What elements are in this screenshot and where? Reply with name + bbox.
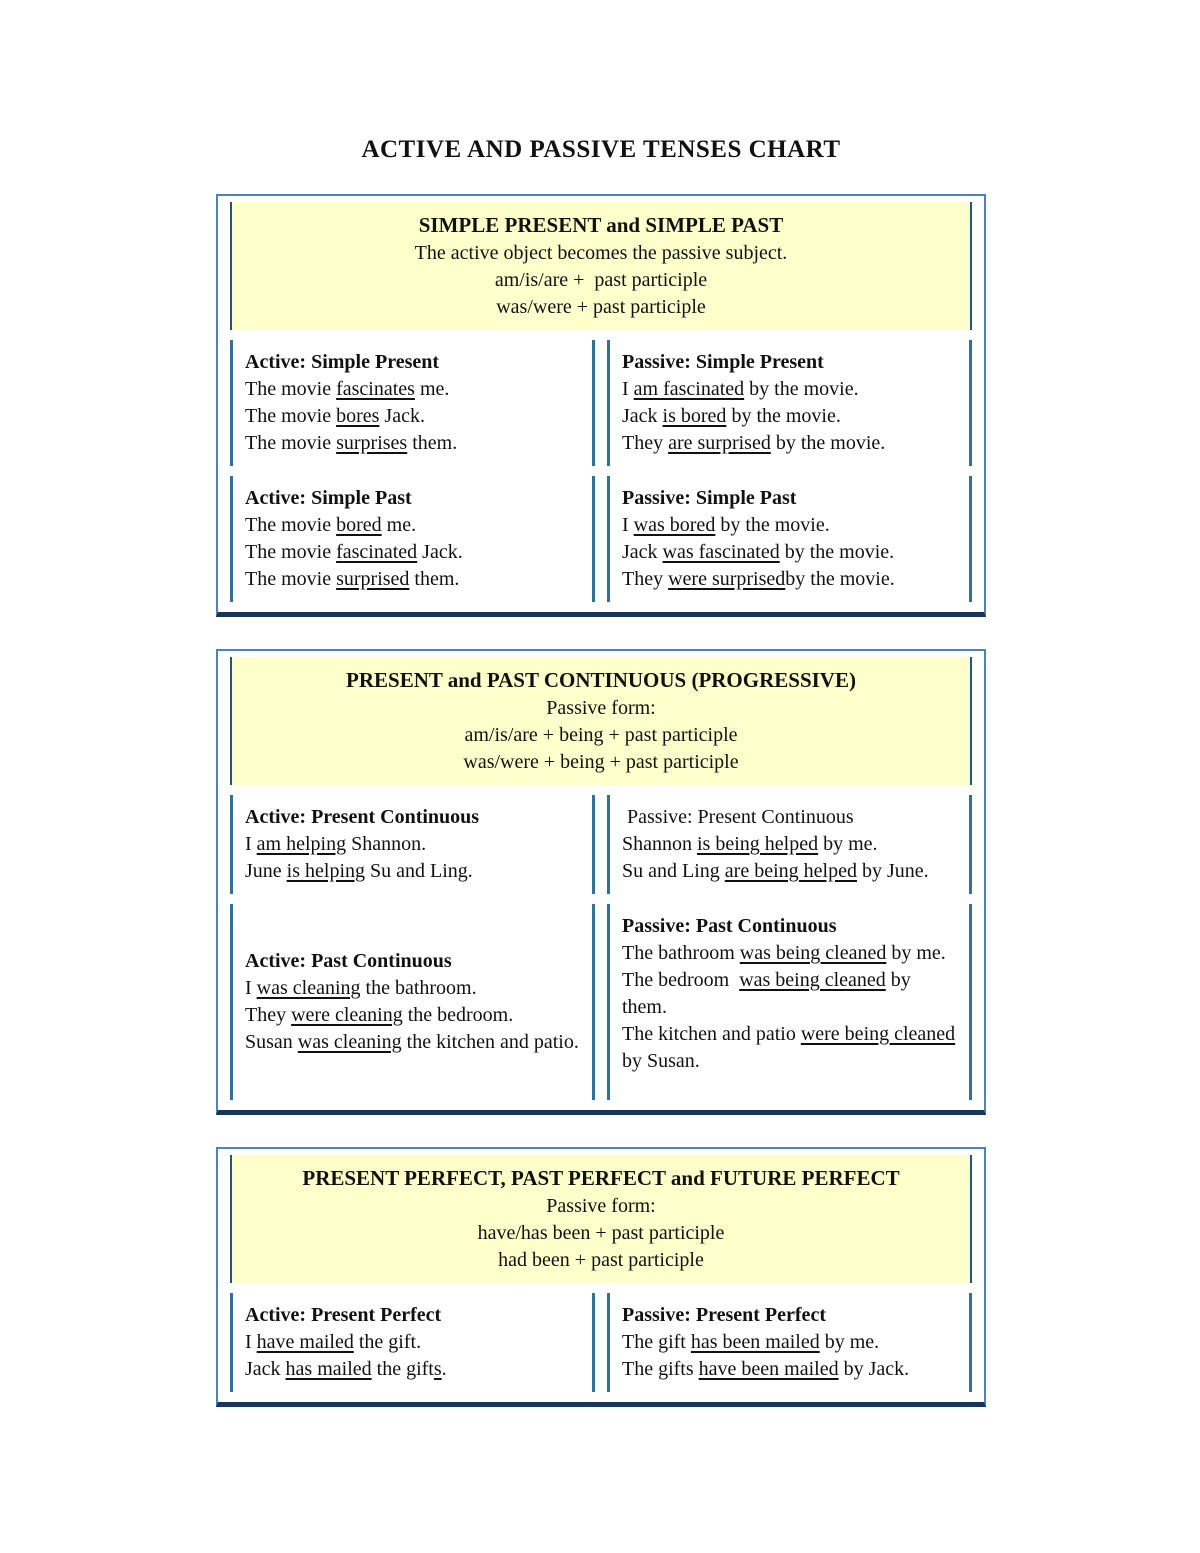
cell-passive-simple-present — [607, 340, 972, 466]
underlined-verb-phrase: has mailed — [285, 1358, 372, 1380]
table-header-line: The active object becomes the passive subject. — [414, 242, 788, 264]
sentence-text: by me. — [886, 942, 946, 964]
sentence-text: by the movie. — [744, 378, 859, 400]
underlined-verb-phrase: were cleaning — [291, 1004, 403, 1026]
underlined-verb-phrase: was being cleaned — [739, 942, 887, 964]
sentence-text: the gift — [371, 1358, 434, 1380]
example-sentence — [245, 430, 580, 457]
example-sentence — [622, 967, 957, 1021]
example-sentence — [245, 512, 580, 539]
sentence-text: I — [245, 833, 257, 855]
underlined-verb-phrase: was bored — [633, 514, 716, 536]
table-header-line: was/were + being + past participle — [463, 751, 739, 773]
sentence-text: me. — [414, 378, 450, 400]
underlined-verb-phrase: am fascinated — [633, 378, 745, 400]
sentence-text: Jack — [622, 405, 663, 427]
cell-heading: Active: Present Perfect — [245, 1304, 442, 1326]
sentence-text: the gift. — [353, 1331, 422, 1353]
example-sentence — [245, 1029, 580, 1056]
underlined-verb-phrase: has been mailed — [690, 1331, 820, 1353]
sentence-text: them. — [409, 568, 460, 590]
sentence-text: I — [245, 977, 257, 999]
example-sentence — [622, 1329, 957, 1356]
cell-passive-present-continuous — [607, 795, 972, 894]
underlined-verb-phrase: fascinated — [336, 541, 418, 563]
sentence-text: The movie — [245, 405, 337, 427]
example-sentence — [245, 1002, 580, 1029]
table-simple-tenses — [216, 194, 986, 617]
sentence-text: by the movie. — [715, 514, 830, 536]
example-sentence — [245, 975, 580, 1002]
sentence-text: The bedroom — [622, 969, 740, 991]
sentence-text: by Jack. — [838, 1358, 910, 1380]
underlined-verb-phrase: have mailed — [256, 1331, 354, 1353]
underlined-verb-phrase: bored — [336, 514, 382, 536]
cell-active-simple-past — [230, 476, 595, 602]
example-sentence — [622, 539, 957, 566]
sentence-text: Susan — [245, 1031, 298, 1053]
example-sentence — [622, 1356, 957, 1383]
sentence-text: me. — [381, 514, 417, 536]
underlined-verb-phrase: s — [433, 1358, 442, 1380]
table-row — [230, 904, 972, 1100]
sentence-text: They — [245, 1004, 292, 1026]
cell-heading: Passive: Simple Present — [622, 351, 824, 373]
example-sentence — [245, 858, 580, 885]
table-header — [230, 202, 972, 330]
sentence-text: I — [622, 378, 634, 400]
example-sentence — [245, 831, 580, 858]
cell-active-past-continuous — [230, 904, 595, 1100]
cell-heading: Active: Present Continuous — [245, 806, 480, 828]
example-sentence — [245, 1329, 580, 1356]
example-sentence — [622, 940, 957, 967]
example-sentence — [245, 376, 580, 403]
example-sentence — [245, 403, 580, 430]
sentence-text: the kitchen and patio. — [401, 1031, 579, 1053]
table-header-line: am/is/are + past participle — [494, 269, 708, 291]
sentence-text: The kitchen and patio — [622, 1023, 801, 1045]
table-header-line: have/has been + past participle — [477, 1222, 725, 1244]
example-sentence — [245, 539, 580, 566]
table-header-line: Passive form: — [546, 697, 656, 719]
sentence-text: Jack — [622, 541, 663, 563]
example-sentence — [622, 430, 957, 457]
cell-passive-past-continuous — [607, 904, 972, 1100]
sentence-text: by the movie. — [770, 432, 886, 454]
underlined-verb-phrase: were being cleaned — [800, 1023, 956, 1045]
example-sentence — [245, 566, 580, 593]
sentence-text: Su and Ling — [622, 860, 725, 882]
sentence-text: by them. — [622, 969, 916, 1018]
table-row — [230, 795, 972, 894]
table-header-title: PRESENT and PAST CONTINUOUS (PROGRESSIVE) — [346, 668, 856, 692]
document-page — [216, 136, 986, 1407]
table-row — [230, 1293, 972, 1392]
table-row — [230, 340, 972, 466]
sentence-text: by the movie. — [785, 568, 895, 590]
table-header-title: PRESENT PERFECT, PAST PERFECT and FUTURE PERFECT — [302, 1166, 900, 1190]
underlined-verb-phrase: am helping — [256, 833, 347, 855]
sentence-text: Shannon. — [346, 833, 427, 855]
cell-heading: Passive: Present Continuous — [622, 806, 854, 828]
cell-heading: Active: Simple Present — [245, 351, 440, 373]
table-header — [230, 657, 972, 785]
sentence-text: . — [441, 1358, 447, 1380]
sentence-text: The movie — [245, 378, 337, 400]
sentence-text: I — [245, 1331, 257, 1353]
example-sentence — [622, 403, 957, 430]
table-header — [230, 1155, 972, 1283]
sentence-text: The gifts — [622, 1358, 699, 1380]
table-header-line: am/is/are + being + past participle — [464, 724, 738, 746]
example-sentence — [622, 1021, 961, 1075]
page-title: ACTIVE AND PASSIVE TENSES CHART — [361, 136, 841, 163]
example-sentence — [622, 858, 957, 885]
sentence-text: The gift — [622, 1331, 691, 1353]
underlined-verb-phrase: fascinates — [336, 378, 415, 400]
sentence-text: the bathroom. — [360, 977, 477, 999]
underlined-verb-phrase: was being cleaned — [739, 969, 886, 991]
cell-active-present-continuous — [230, 795, 595, 894]
sentence-text: They — [622, 432, 669, 454]
underlined-verb-phrase: were surprised — [668, 568, 786, 590]
sentence-text: Shannon — [622, 833, 697, 855]
underlined-verb-phrase: is bored — [662, 405, 727, 427]
sentence-text: They — [622, 568, 669, 590]
sentence-text: by June. — [856, 860, 929, 882]
cell-passive-simple-past — [607, 476, 972, 602]
sentence-text: by the movie. — [779, 541, 895, 563]
underlined-verb-phrase: surprised — [336, 568, 410, 590]
sentence-text: Jack — [245, 1358, 286, 1380]
sentence-text: the bedroom. — [402, 1004, 514, 1026]
example-sentence — [622, 512, 957, 539]
table-perfect-tenses — [216, 1147, 986, 1407]
underlined-verb-phrase: are being helped — [724, 860, 857, 882]
underlined-verb-phrase: is helping — [286, 860, 366, 882]
underlined-verb-phrase: is being helped — [697, 833, 819, 855]
sentence-text: Jack. — [417, 541, 463, 563]
sentence-text: by me. — [818, 833, 878, 855]
cell-active-simple-present — [230, 340, 595, 466]
table-continuous-tenses — [216, 649, 986, 1115]
underlined-verb-phrase: surprises — [336, 432, 408, 454]
sentence-text: them. — [407, 432, 458, 454]
cell-passive-present-perfect — [607, 1293, 972, 1392]
cell-heading: Active: Past Continuous — [245, 950, 452, 972]
underlined-verb-phrase: was cleaning — [297, 1031, 402, 1053]
sentence-text: by me. — [819, 1331, 880, 1353]
cell-heading: Passive: Simple Past — [622, 487, 797, 509]
sentence-text: by the movie. — [726, 405, 841, 427]
sentence-text: by Susan. — [622, 1023, 961, 1072]
sentence-text: The movie — [245, 432, 337, 454]
cell-heading: Passive: Present Perfect — [622, 1304, 826, 1326]
sentence-text: The movie — [245, 568, 337, 590]
underlined-verb-phrase: are surprised — [668, 432, 771, 454]
sentence-text: Su and Ling. — [365, 860, 473, 882]
table-header-line: had been + past participle — [498, 1249, 704, 1271]
cell-heading: Active: Simple Past — [245, 487, 412, 509]
sentence-text: The bathroom — [622, 942, 740, 964]
sentence-text: Jack. — [379, 405, 425, 427]
example-sentence — [245, 1356, 580, 1383]
cell-active-present-perfect — [230, 1293, 595, 1392]
sentence-text: The movie — [245, 514, 337, 536]
example-sentence — [622, 831, 957, 858]
underlined-verb-phrase: have been mailed — [698, 1358, 839, 1380]
table-header-title: SIMPLE PRESENT and SIMPLE PAST — [418, 213, 784, 237]
cell-heading: Passive: Past Continuous — [622, 915, 837, 937]
underlined-verb-phrase: bores — [336, 405, 380, 427]
sentence-text: June — [245, 860, 287, 882]
sentence-text: I — [622, 514, 634, 536]
table-header-line: was/were + past participle — [496, 296, 706, 318]
table-header-line: Passive form: — [546, 1195, 656, 1217]
sentence-text: The movie — [245, 541, 337, 563]
example-sentence — [622, 566, 957, 593]
underlined-verb-phrase: was fascinated — [662, 541, 780, 563]
table-row — [230, 476, 972, 602]
underlined-verb-phrase: was cleaning — [256, 977, 361, 999]
example-sentence — [622, 376, 957, 403]
